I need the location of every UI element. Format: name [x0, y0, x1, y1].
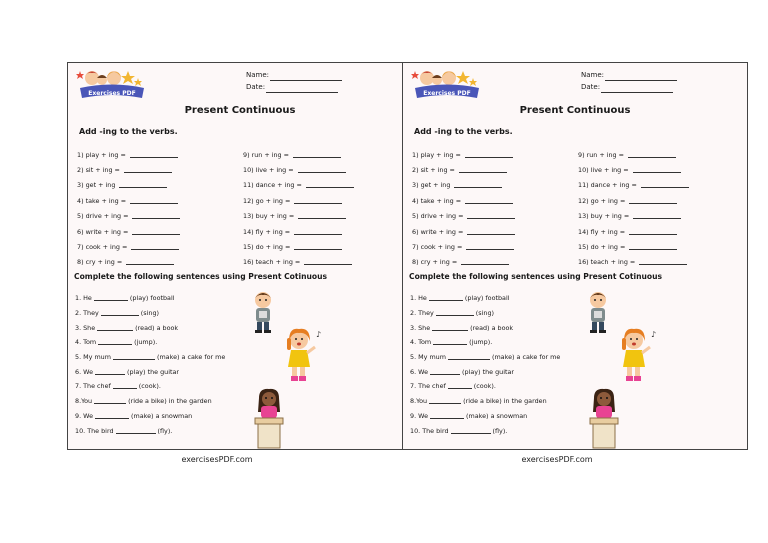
sentence-verb-hint: (make) a snowman — [466, 411, 528, 420]
boy-icon — [583, 290, 613, 334]
sentence-item — [75, 320, 225, 335]
verb-prompt: 10) live + ing = — [243, 166, 294, 175]
verb-prompt: 7) cook + ing = — [412, 243, 463, 252]
sentence-item — [75, 364, 225, 379]
answer-blank[interactable] — [306, 182, 354, 188]
answer-blank[interactable] — [298, 213, 346, 219]
instruction-add-ing: Add -ing to the verbs. — [79, 127, 178, 136]
verb-item — [578, 255, 689, 270]
sentence-item — [410, 350, 560, 365]
verb-item — [578, 193, 689, 208]
verb-item — [578, 147, 689, 162]
footer-url-right: exercisesPDF.com — [521, 455, 593, 464]
svg-text:Exercises PDF: Exercises PDF — [88, 90, 136, 97]
sentence-item — [410, 320, 560, 335]
sentence-subject: 6. We — [75, 367, 94, 376]
answer-blank[interactable] — [293, 152, 341, 158]
sentence-blank[interactable] — [94, 295, 128, 301]
sentence-verb-hint: (make) a snowman — [131, 411, 193, 420]
sentence-subject: 2. They — [410, 309, 434, 318]
sentence-blank[interactable] — [97, 325, 133, 331]
answer-blank[interactable] — [628, 152, 676, 158]
answer-blank[interactable] — [629, 229, 677, 235]
name-label: Name: — [581, 71, 605, 79]
sentence-verb-hint: (make) a cake for me — [491, 353, 561, 362]
verb-prompt: 9) run + ing = — [243, 150, 290, 159]
verb-item — [243, 255, 354, 270]
verb-item — [578, 178, 689, 193]
answer-blank[interactable] — [639, 259, 687, 265]
sentence-subject: 2. They — [75, 309, 99, 318]
sentence-item — [410, 306, 560, 321]
sentence-verb-hint: (make) a cake for me — [156, 353, 226, 362]
sentence-blank[interactable] — [430, 369, 460, 375]
verb-prompt: 12) go + ing = — [578, 196, 626, 205]
verbs-right-column — [243, 147, 354, 270]
sentence-item — [75, 409, 225, 424]
sentence-list — [410, 291, 560, 438]
verb-prompt: 7) cook + ing = — [77, 243, 128, 252]
answer-blank[interactable] — [465, 152, 513, 158]
sentence-subject: 8.You — [410, 397, 428, 406]
sentence-verb-hint: (play) football — [464, 294, 510, 303]
answer-blank[interactable] — [454, 182, 502, 188]
verb-item — [243, 224, 354, 239]
verb-prompt: 1) play + ing = — [412, 150, 461, 159]
worksheet-page-left — [67, 62, 413, 450]
verb-prompt: 3) get + ing — [77, 181, 116, 190]
sentence-verb-hint: (fly). — [492, 426, 508, 435]
verb-item — [77, 178, 180, 193]
instruction-add-ing: Add -ing to the verbs. — [414, 127, 513, 136]
sentence-subject: 1. He — [410, 294, 427, 303]
sentence-verb-hint: (play) the guitar — [462, 367, 515, 376]
sentence-subject: 9. We — [410, 411, 429, 420]
sentence-subject: 4. Tom — [75, 338, 97, 347]
name-field[interactable] — [605, 72, 677, 81]
verb-item — [412, 193, 515, 208]
answer-blank[interactable] — [294, 244, 342, 250]
verb-prompt: 8) cry + ing = — [77, 258, 123, 267]
sentence-verb-hint: (play) football — [129, 294, 175, 303]
sentence-subject: 3. She — [410, 323, 431, 332]
verb-prompt: 14) fly + ing = — [578, 227, 626, 236]
verb-item — [243, 147, 354, 162]
sentence-blank[interactable] — [98, 339, 132, 345]
sentence-item — [75, 306, 225, 321]
instruction-complete-sentences: Complete the following sentences using Present Cotinuous — [74, 272, 328, 281]
verbs-right-column — [578, 147, 689, 270]
sentence-blank[interactable] — [429, 398, 461, 404]
sentence-item — [75, 350, 225, 365]
verb-prompt: 4) take + ing = — [412, 196, 462, 205]
answer-blank[interactable] — [130, 152, 178, 158]
verb-prompt: 4) take + ing = — [77, 196, 127, 205]
answer-blank[interactable] — [466, 244, 514, 250]
sentence-blank[interactable] — [448, 354, 490, 360]
answer-blank[interactable] — [633, 213, 681, 219]
verb-item — [412, 209, 515, 224]
sentence-blank[interactable] — [116, 428, 156, 434]
answer-blank[interactable] — [461, 259, 509, 265]
verb-prompt: 11) dance + ing = — [243, 181, 302, 190]
answer-blank[interactable] — [467, 229, 515, 235]
sentence-blank[interactable] — [95, 369, 125, 375]
sentence-blank[interactable] — [433, 339, 467, 345]
verb-prompt: 14) fly + ing = — [243, 227, 291, 236]
sentence-subject: 5. My mum — [410, 353, 446, 362]
answer-blank[interactable] — [119, 182, 167, 188]
kids-logo-icon — [411, 67, 483, 101]
answer-blank[interactable] — [294, 229, 342, 235]
sentence-verb-hint: (jump). — [469, 338, 493, 347]
verb-prompt: 9) run + ing = — [578, 150, 625, 159]
answer-blank[interactable] — [124, 167, 172, 173]
sentence-blank[interactable] — [113, 354, 155, 360]
date-field[interactable] — [601, 84, 673, 93]
verb-item — [578, 162, 689, 177]
sentence-item — [410, 335, 560, 350]
verb-item — [77, 255, 180, 270]
worksheet-title: Present Continuous — [519, 105, 631, 116]
sentence-item — [75, 423, 225, 438]
svg-text:♪: ♪ — [316, 330, 322, 339]
sentence-blank[interactable] — [113, 383, 137, 389]
svg-text:Exercises PDF: Exercises PDF — [423, 90, 471, 97]
verb-prompt: 13) buy + ing = — [243, 212, 295, 221]
sentence-subject: 7. The chef — [410, 382, 446, 391]
answer-blank[interactable] — [629, 198, 677, 204]
sentence-item — [75, 335, 225, 350]
sentence-blank[interactable] — [101, 310, 139, 316]
verb-prompt: 2) sit + ing = — [412, 166, 455, 175]
sentence-item — [75, 291, 225, 306]
verb-item — [243, 162, 354, 177]
sentence-item — [410, 409, 560, 424]
answer-blank[interactable] — [126, 259, 174, 265]
sentence-item — [410, 394, 560, 409]
date-label: Date: — [246, 83, 266, 91]
verbs-left-column — [77, 147, 180, 270]
sentence-item — [75, 379, 225, 394]
sentence-subject: 10. The bird — [410, 426, 449, 435]
verb-item — [77, 147, 180, 162]
verb-item — [243, 209, 354, 224]
verb-prompt: 5) drive + ing = — [77, 212, 129, 221]
worksheet-title: Present Continuous — [184, 105, 296, 116]
footer-url-left: exercisesPDF.com — [181, 455, 253, 464]
verb-prompt: 2) sit + ing = — [77, 166, 120, 175]
answer-blank[interactable] — [294, 198, 342, 204]
verb-item — [243, 193, 354, 208]
sentence-verb-hint: (jump). — [134, 338, 158, 347]
girl-at-desk-icon — [252, 388, 286, 450]
sentence-subject: 8.You — [75, 397, 93, 406]
answer-blank[interactable] — [304, 259, 352, 265]
verb-prompt: 6) write + ing = — [412, 227, 464, 236]
sentence-verb-hint: (sing) — [140, 309, 159, 318]
sentence-verb-hint: (sing) — [475, 309, 494, 318]
verb-prompt: 1) play + ing = — [77, 150, 126, 159]
verb-prompt: 15) do + ing = — [578, 243, 626, 252]
sentence-subject: 1. He — [75, 294, 92, 303]
sentence-item — [75, 394, 225, 409]
kids-logo-icon — [76, 67, 148, 101]
girl-at-desk-icon — [587, 388, 621, 450]
verb-prompt: 16) teach + ing = — [578, 258, 636, 267]
verb-item — [77, 209, 180, 224]
verb-item — [77, 162, 180, 177]
answer-blank[interactable] — [130, 198, 178, 204]
verb-item — [412, 178, 515, 193]
date-label: Date: — [581, 83, 601, 91]
verb-item — [77, 239, 180, 254]
sentence-blank[interactable] — [430, 413, 464, 419]
sentence-verb-hint: (ride a bike) in the garden — [128, 397, 212, 406]
name-label: Name: — [246, 71, 270, 79]
verb-item — [412, 239, 515, 254]
verb-prompt: 5) drive + ing = — [412, 212, 464, 221]
answer-blank[interactable] — [132, 229, 180, 235]
verb-prompt: 16) teach + ing = — [243, 258, 301, 267]
worksheet-page-right — [402, 62, 748, 450]
verb-prompt: 10) live + ing = — [578, 166, 629, 175]
verb-prompt: 8) cry + ing = — [412, 258, 458, 267]
sentence-blank[interactable] — [451, 428, 491, 434]
verb-prompt: 15) do + ing = — [243, 243, 291, 252]
sentence-blank[interactable] — [432, 325, 468, 331]
name-date-box — [581, 69, 677, 93]
sentence-verb-hint: (play) the guitar — [127, 367, 180, 376]
answer-blank[interactable] — [629, 244, 677, 250]
sentence-subject: 7. The chef — [75, 382, 111, 391]
answer-blank[interactable] — [633, 167, 681, 173]
answer-blank[interactable] — [132, 213, 180, 219]
sentence-subject: 3. She — [75, 323, 96, 332]
verb-prompt: 6) write + ing = — [77, 227, 129, 236]
verb-item — [412, 255, 515, 270]
sentence-subject: 6. We — [410, 367, 429, 376]
sentence-item — [410, 423, 560, 438]
singing-girl-icon — [618, 327, 658, 385]
singing-girl-icon — [283, 327, 323, 385]
verb-prompt: 11) dance + ing = — [578, 181, 637, 190]
sentence-subject: 5. My mum — [75, 353, 111, 362]
verb-item — [578, 224, 689, 239]
sentence-subject: 9. We — [75, 411, 94, 420]
sentence-item — [410, 364, 560, 379]
sentence-verb-hint: (cook). — [473, 382, 496, 391]
verb-item — [412, 147, 515, 162]
verb-item — [578, 209, 689, 224]
answer-blank[interactable] — [467, 213, 515, 219]
sentence-blank[interactable] — [94, 398, 126, 404]
verb-item — [77, 193, 180, 208]
sentence-blank[interactable] — [436, 310, 474, 316]
verb-prompt: 3) get + ing — [412, 181, 451, 190]
sentence-item — [410, 379, 560, 394]
name-field[interactable] — [270, 72, 342, 81]
svg-text:♪: ♪ — [651, 330, 657, 339]
sentence-verb-hint: (ride a bike) in the garden — [463, 397, 547, 406]
verb-item — [77, 224, 180, 239]
answer-blank[interactable] — [459, 167, 507, 173]
verb-item — [578, 239, 689, 254]
sentence-verb-hint: (cook). — [138, 382, 161, 391]
sentence-verb-hint: (read) a book — [470, 323, 514, 332]
sentence-list — [75, 291, 225, 438]
sentence-verb-hint: (fly). — [157, 426, 173, 435]
sentence-item — [410, 291, 560, 306]
answer-blank[interactable] — [131, 244, 179, 250]
sentence-blank[interactable] — [95, 413, 129, 419]
answer-blank[interactable] — [298, 167, 346, 173]
verb-item — [412, 162, 515, 177]
verb-item — [243, 178, 354, 193]
instruction-complete-sentences: Complete the following sentences using Present Cotinuous — [409, 272, 663, 281]
date-field[interactable] — [266, 84, 338, 93]
verb-item — [412, 224, 515, 239]
verbs-left-column — [412, 147, 515, 270]
verb-item — [243, 239, 354, 254]
name-date-box — [246, 69, 342, 93]
sentence-blank[interactable] — [448, 383, 472, 389]
sentence-subject: 10. The bird — [75, 426, 114, 435]
answer-blank[interactable] — [465, 198, 513, 204]
sentence-verb-hint: (read) a book — [135, 323, 179, 332]
sentence-blank[interactable] — [429, 295, 463, 301]
verb-prompt: 12) go + ing = — [243, 196, 291, 205]
answer-blank[interactable] — [641, 182, 689, 188]
verb-prompt: 13) buy + ing = — [578, 212, 630, 221]
sentence-subject: 4. Tom — [410, 338, 432, 347]
boy-icon — [248, 290, 278, 334]
